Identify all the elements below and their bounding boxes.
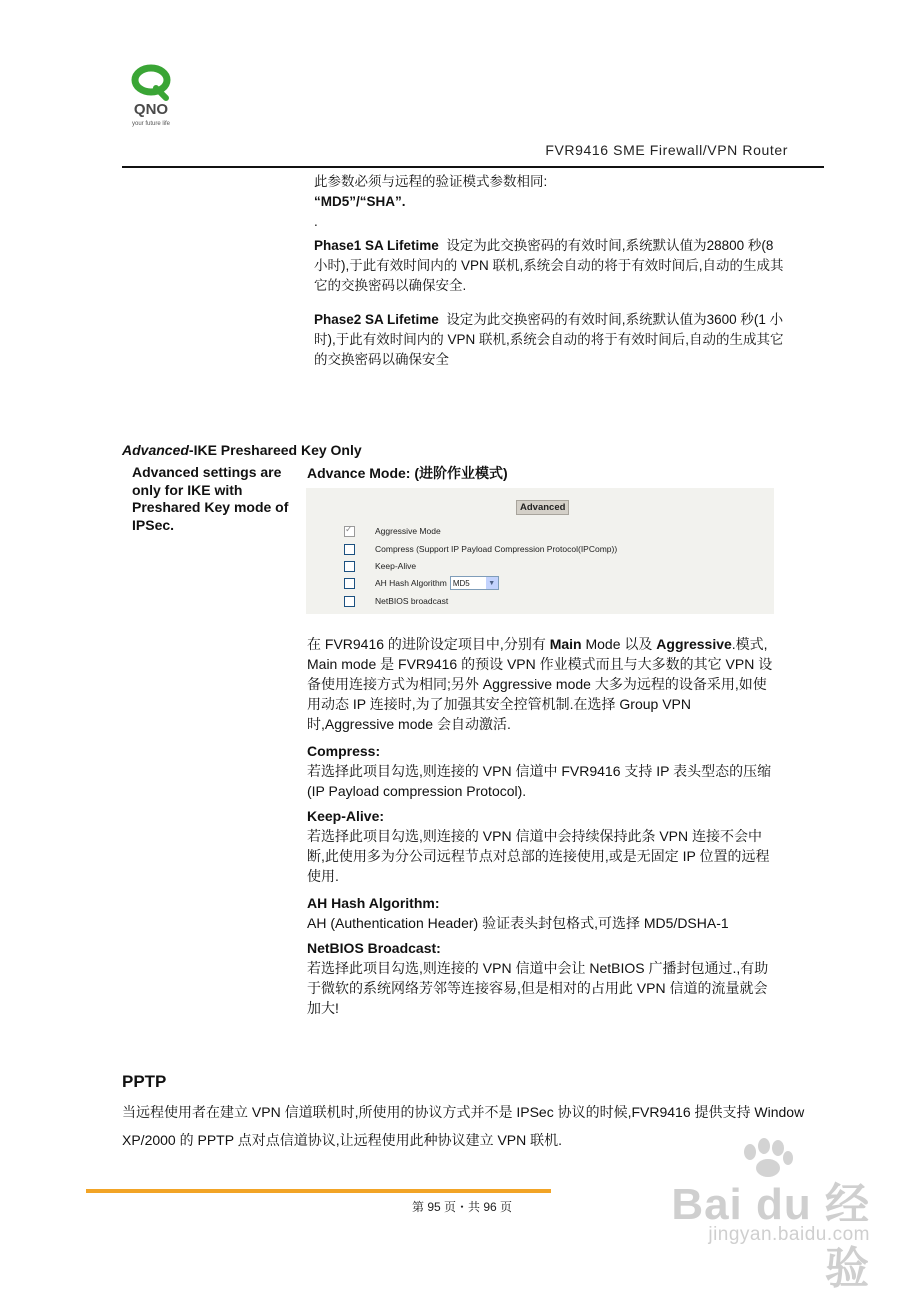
netbios-title: NetBIOS Broadcast:: [307, 940, 441, 956]
auth-mode-note: [314, 172, 784, 232]
baidu-watermark: [650, 1138, 870, 1293]
option-compress[interactable]: [344, 542, 617, 556]
mode-desc-main: Main: [549, 636, 582, 652]
keep-alive-title: Keep-Alive:: [307, 808, 385, 824]
logo-wordmark: QNO: [133, 101, 169, 118]
aggressive-mode-label: Aggressive Mode: [375, 526, 441, 536]
compress-title: Compress:: [307, 743, 381, 759]
auth-mode-note-line: 此参数必须与远程的验证模式参数相同:: [314, 174, 548, 189]
auth-mode-dot: .: [314, 214, 318, 229]
qno-logo: [118, 62, 188, 132]
compress-checkbox[interactable]: [344, 544, 355, 555]
option-keep-alive[interactable]: [344, 559, 416, 573]
footer-divider: [86, 1189, 551, 1193]
ah-hash-select[interactable]: [450, 576, 499, 590]
netbios-label: NetBIOS broadcast: [375, 596, 449, 606]
chevron-down-icon[interactable]: ▼: [486, 577, 498, 589]
mode-desc-aggressive: Aggressive: [656, 636, 732, 652]
option-ah-hash[interactable]: [344, 576, 499, 590]
pptp-description: 当远程使用者在建立 VPN 信道联机时,所使用的协议方式并不是 IPSec 协议的时候,FVR9416 提供支持 Window XP/2000 的 PPTP 点对点信道协议,让远程使用此种协议建立 VPN 联机.: [122, 1104, 805, 1148]
ah-hash-checkbox[interactable]: [344, 578, 355, 589]
ah-hash-select-value: MD5: [452, 578, 470, 588]
compress-text: 若选择此项目勾选,则连接的 VPN 信道中 FVR9416 支持 IP 表头型态的压缩(IP Payload compression Protocol).: [307, 763, 772, 799]
advanced-side-note: Advanced settings are only for IKE with Preshared Key mode of IPSec.: [132, 464, 289, 533]
watermark-url: jingyan.baidu.com: [708, 1224, 870, 1245]
mode-desc-part2: Mode 以及: [581, 636, 657, 652]
logo-tagline: your future life: [131, 121, 171, 127]
netbios-text: 若选择此项目勾选,则连接的 VPN 信道中会让 NetBIOS 广播封包通过.,有助于微软的系统网络芳邻等连接容易,但是相对的占用此 VPN 信道的流量就会加大!: [307, 960, 769, 1016]
phase2-text: 设定为此交换密码的有效时间,系统默认值为3600 秒(1 小时),于此有效时间内的 VPN 联机,系统会自动的将于有效时间后,自动的生成其它的交换密码以确保安全: [314, 312, 784, 367]
advanced-section-heading: [122, 442, 362, 458]
ah-hash-text: AH (Authentication Header) 验证表头封包格式,可选择 MD5/DSHA-1: [307, 915, 729, 931]
phase2-label: Phase2 SA Lifetime: [314, 312, 439, 327]
advanced-heading-rest: -IKE Preshareed Key Only: [188, 442, 362, 458]
keep-alive-label: Keep-Alive: [375, 561, 417, 571]
ah-hash-label: AH Hash Algorithm: [375, 578, 447, 588]
option-aggressive-mode[interactable]: [344, 524, 441, 538]
advance-mode-description: [307, 634, 777, 734]
advance-mode-title: Advance Mode: (进阶作业模式): [307, 465, 508, 481]
watermark-logo: Bai du 经验: [671, 1180, 870, 1293]
screenshot-title: Advanced: [516, 500, 569, 515]
advanced-settings-screenshot: [306, 488, 774, 614]
ah-hash-title: AH Hash Algorithm:: [307, 895, 440, 911]
auth-mode-values: “MD5”/“SHA”.: [314, 194, 406, 209]
phase2-sa-lifetime: [314, 310, 784, 370]
mode-desc-part3: .模式, Main mode 是 FVR9416 的预设 VPN 作业模式而且与大多数的其它 VPN 设备使用连接方式为相同;另外 Aggressive mode 大多为远程的设备采用,如使用动态 IP 连接时,为了加强其安全控管机制.在选择 Group VPN 时,Aggressive mode 会自动激活.: [307, 636, 773, 732]
advanced-heading-italic: Advanced: [122, 442, 189, 458]
ah-hash-section: [307, 893, 777, 933]
phase1-sa-lifetime: [314, 236, 784, 296]
compress-section: [307, 741, 777, 801]
aggressive-mode-checkbox[interactable]: [344, 526, 355, 537]
pptp-heading: PPTP: [122, 1072, 167, 1091]
phase1-text: 设定为此交换密码的有效时间,系统默认值为28800 秒(8 小时),于此有效时间内的 VPN 联机,系统会自动的将于有效时间后,自动的生成其它的交换密码以确保安全.: [314, 238, 784, 293]
option-netbios[interactable]: [344, 594, 448, 608]
keep-alive-text: 若选择此项目勾选,则连接的 VPN 信道中会持续保持此条 VPN 连接不会中断,此使用多为分公司远程节点对总部的连接使用,或是无固定 IP 位置的远程使用.: [307, 828, 770, 884]
page-number: 第 95 页・共 96 页: [412, 1200, 513, 1214]
keep-alive-checkbox[interactable]: [344, 561, 355, 572]
netbios-section: [307, 938, 777, 1018]
document-header-title: FVR9416 SME Firewall/VPN Router: [545, 142, 788, 158]
phase1-label: Phase1 SA Lifetime: [314, 238, 439, 253]
netbios-checkbox[interactable]: [344, 596, 355, 607]
header-divider: [122, 166, 824, 168]
mode-desc-part1: 在 FVR9416 的进阶设定项目中,分别有: [307, 636, 550, 652]
compress-label: Compress (Support IP Payload Compression Protocol(IPComp)): [375, 544, 618, 554]
keep-alive-section: [307, 806, 777, 886]
